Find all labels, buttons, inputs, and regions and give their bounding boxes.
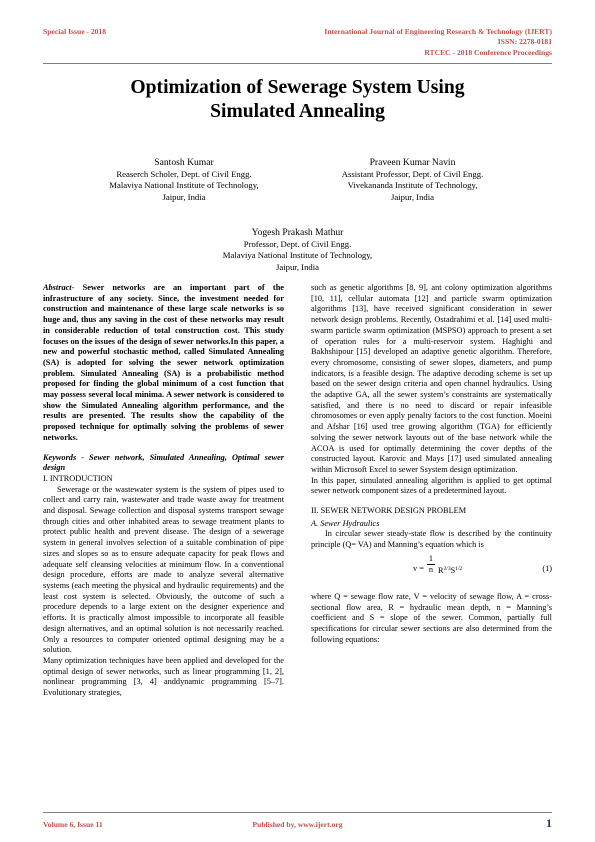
header-conference: RTCEC - 2018 Conference Proceedings — [424, 47, 552, 57]
author-role: Professor, Dept. of Civil Engg. — [243, 239, 352, 249]
equation-denominator: n — [428, 564, 434, 574]
author-city: Jaipur, India — [162, 191, 206, 202]
author-block-3 — [180, 227, 415, 273]
hydraulics-paragraph: In circular sewer steady-state flow is described by the continuity principle (Q= VA) and Manning’s equation which is — [311, 529, 552, 550]
keywords: Keywords - Sewer network, Simulated Annealing, Optimal sewer design — [43, 452, 284, 473]
page-number: 1 — [546, 816, 552, 830]
paper-title — [43, 76, 552, 124]
equation-r: R — [438, 565, 444, 575]
abstract — [43, 283, 284, 444]
manning-equation — [311, 554, 552, 582]
equation-fraction — [427, 554, 435, 575]
author-name: Santosh Kumar — [154, 157, 214, 168]
header-issn: ISSN: 2278-0181 — [497, 37, 552, 47]
header-rule — [43, 63, 552, 64]
equation-numerator: 1 — [428, 553, 434, 563]
footer-rule — [43, 812, 552, 813]
author-institute: Malaviya National Institute of Technology, — [222, 250, 373, 261]
equation-s-exponent: 1/2 — [455, 565, 463, 572]
subsection-heading-hydraulics: A. Sewer Hydraulics — [311, 518, 380, 528]
author-role: Assistant Professor, Dept. of Civil Engg. — [341, 169, 484, 179]
author-name: Yogesh Prakash Mathur — [251, 227, 344, 238]
left-column — [43, 283, 284, 699]
header-issue-label: Special Issue - 2018 — [43, 27, 107, 36]
related-work-paragraph: such as genetic algorithms [8, 9], ant colony optimization algorithms [10, 11], cellular automata [12] and particle swarm optimization algorithms [13], have received significant consideration in sewer network design problems. Recently, Ostadrahimi et al. [14] used multi-swarm particle swarm optimization (MSPSO) approach to present a set of operation rules for a multi-reservoir system. Haghighi and Bakhshipour [15] developed an adaptive genetic algorithm. Therefore, every chromosome, consisting of sewer slopes, diameters, and pump indicators, is a feasible design. The adaptive decoding scheme is set up based on the sewer design criteria and open channel hydraulics. Using the adaptive GA, all the sewer system’s constraints are systematically satisfied, and there is no need to discard or repair infeasible chromosomes or even apply penalty factors to the cost function. Moeini and Afshar [16] used tree growing algorithm (TGA) for efficiently solving the sewer network layouts out of the base network while the ACOA is used for optimally determining the cover depths of the constructed layout. Karovic and Mays [17] used simulated annealing within Microsoft Excel to sewer Ssystem design optimization. — [311, 283, 552, 474]
author-institute: Malaviya National Institute of Technology, — [109, 180, 259, 191]
paper-title-line-2: Simulated Annealing — [210, 101, 385, 122]
abstract-text: Sewer networks are an important part of the infrastructure of any society. Since, the investment needed for construction and maintenance of these large scale networks is so huge and, thus any saving in the cost of these networks may result in considerable reduction of total construction cost. This study focuses on the issues of the design of sewer networks.In this paper, a new and powerful stochastic method, called Simulated Annealing (SA) is adopted for solving the sewer network optimization problem. Simulated Annealing (SA) is a probabilistic method proposed for finding the global minimum of a cost function that may possess several local minima. A sewer network is considered to show the Simulated Annealing algorithm performance, and the results are presented. The results show the capability of the proposed technique for optimally solving the problems of sewer networks. — [43, 283, 284, 442]
equation-s: S — [450, 565, 456, 575]
author-block-2 — [300, 157, 525, 203]
paper-scope-paragraph: In this paper, simulated annealing algorithm is applied to get optimal sewer network component sizes of a predetermined layout. — [311, 475, 552, 496]
equation-lhs: v = — [413, 563, 424, 573]
section-heading-design-problem: II. SEWER NETWORK DESIGN PROBLEM — [311, 506, 467, 516]
author-name: Praveen Kumar Navin — [369, 157, 456, 168]
header-journal-block — [324, 27, 552, 58]
abstract-lead: Abstract- — [43, 283, 75, 292]
right-column — [311, 283, 552, 645]
author-city: Jaipur, India — [390, 191, 435, 202]
author-role: Reaserch Scholer, Dept. of Civil Engg. — [116, 169, 252, 179]
author-institute: Vivekananda Institute of Technology, — [347, 180, 478, 191]
equation-terms — [438, 564, 462, 577]
footer-volume: Volume 6, Issue 11 — [43, 820, 103, 829]
equation-r-exponent: 2/3 — [443, 565, 451, 572]
author-block-1 — [74, 157, 294, 203]
intro-paragraph-2: Many optimization techniques have been applied and developed for the optimal design of sewer networks, such as linear programming [1, 2], nonlinear programming [3, 4] anddynamic programming [5–7]. Evolutionary strategies, — [43, 655, 284, 698]
author-city: Jaipur, India — [275, 261, 320, 272]
intro-paragraph-1: Sewerage or the wastewater system is the system of pipes used to collect and carry rain, wastewater and trade waste away for treatment and disposal. Sewage collection and disposal systems transport sewage through cities and other inhabited areas to sewage treatment plants to protect public health and prevent disease. The design of a sewerage system in general involves selection of a suitable combination of pipe sizes and slopes so as to ensure adequate capacity for peak flows and adequate self cleansing velocities at minimum flow. In a conventional design procedure, efforts are made to analyze several alternative systems (each meeting the physical and hydraulic requirements) and the least cost system is selected. Obviously, the outcome of such a procedure depends to a large extent on the designer experience and efforts. It is practically almost impossible to incorporate all feasible design alternatives, and an optimal solution is not necessarily reached. Only a resources to computer oriented optimal designing may be a solution. — [43, 484, 284, 655]
section-heading-introduction: I. INTRODUCTION — [43, 473, 113, 483]
header-journal-name: International Journal of Engineering Research & Technology (IJERT) — [324, 27, 552, 36]
footer-publisher-link[interactable]: Published by, www.ijert.org — [252, 820, 343, 829]
paper-title-line-1: Optimization of Sewerage System Using — [130, 77, 465, 98]
variable-definitions-paragraph: where Q = sewage flow rate, V = velocity of sewage flow, A = cross-sectional flow area, R = hydraulic mean depth, n = Manning’s coefficient and S = slope of the sewer. Common, partially full specifications for circular sewer sections are also determined from the following equations: — [311, 591, 552, 644]
equation-number: (1) — [542, 563, 552, 573]
